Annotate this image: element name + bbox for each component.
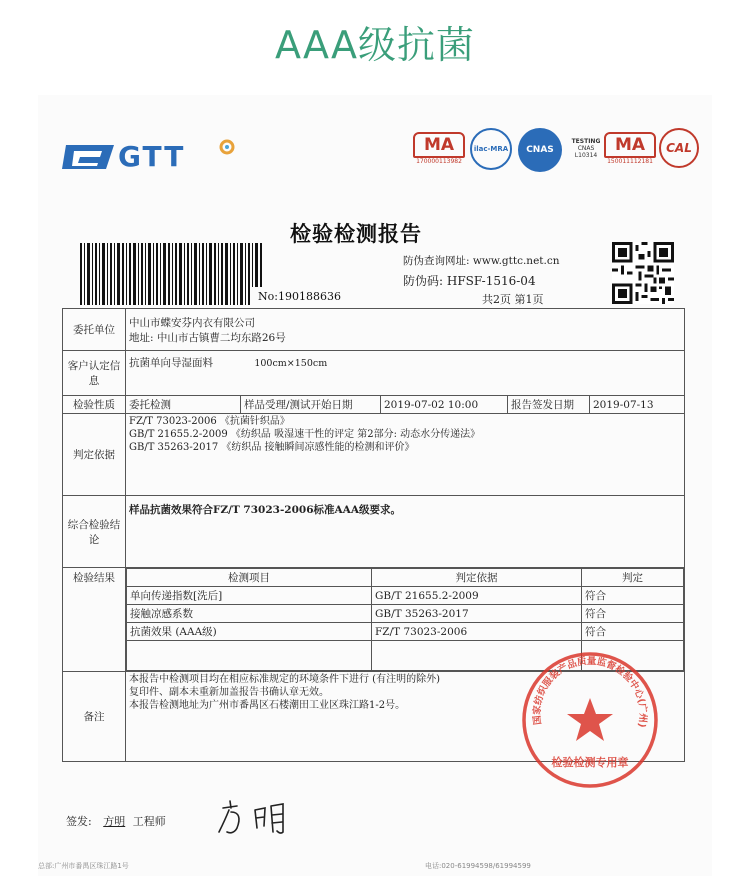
page-banner-title: AAA级抗菌	[274, 23, 476, 67]
footer-phone: 电话:020-61994598/61994599	[425, 862, 531, 870]
basis-label: 判定依据	[63, 414, 126, 496]
conclusion-row	[63, 496, 685, 568]
table-row	[127, 587, 684, 605]
result-item: 接触凉感系数	[127, 605, 372, 623]
conclusion-text: 样品抗菌效果符合FZ/T 73023-2006标准AAA级要求。	[126, 496, 685, 568]
basis-line: GB/T 35263-2017 《纺织品 接触瞬间凉感性能的检测和评价》	[129, 442, 415, 453]
basis-line: FZ/T 73023-2006 《抗菌针织品》	[129, 416, 290, 427]
client-row	[63, 309, 685, 351]
report-number: No:190188636	[258, 290, 341, 303]
star-icon	[567, 698, 613, 741]
results-label: 检验结果	[63, 568, 126, 672]
remark-line: 复印件、副本未重新加盖报告书确认章无效。	[129, 687, 329, 698]
nature-row	[63, 396, 685, 414]
cnas-logo: CNAS	[518, 128, 562, 172]
nature-label: 检验性质	[63, 396, 126, 414]
results-header-row	[127, 569, 684, 587]
sample-name: 抗菌单向导湿面料	[129, 357, 213, 369]
basis-row	[63, 414, 685, 496]
table-row	[127, 623, 684, 641]
result-verdict: 符合	[582, 605, 684, 623]
remark-line: 本报告中检测项目均在相应标准规定的环境条件下进行 (有注明的除外)	[129, 674, 440, 685]
cma-cert-logo-2: MA 150011112181	[604, 132, 656, 165]
remarks-label: 备注	[63, 672, 126, 762]
result-item: 抗菌效果 (AAA级)	[127, 623, 372, 641]
conclusion-label: 综合检验结论	[63, 496, 126, 568]
result-basis: GB/T 35263-2017	[372, 605, 582, 623]
handwritten-signature	[215, 798, 295, 838]
result-verdict: 符合	[582, 587, 684, 605]
client-name: 中山市蝶安芬内衣有限公司	[129, 316, 255, 329]
sample-cell	[126, 351, 685, 396]
signoff	[66, 813, 166, 829]
issue-value: 2019-07-13	[590, 396, 685, 414]
result-basis: FZ/T 73023-2006	[372, 623, 582, 641]
cnas-testing-badge: TESTING CNAS L10314	[571, 138, 601, 159]
results-header: 检测项目	[127, 569, 372, 587]
official-seal	[520, 650, 660, 790]
signoff-name: 方明	[103, 815, 126, 828]
sample-size: 100cm×150cm	[254, 358, 328, 369]
nature-value: 委托检测	[126, 396, 241, 414]
client-label: 委托单位	[63, 309, 126, 351]
report-title: 检验检测报告	[290, 221, 422, 246]
remark-line: 本报告检测地址为广州市番禺区石楼潮田工业区珠江路1-2号。	[129, 700, 406, 711]
client-cell	[126, 309, 685, 351]
ilac-mra-logo: ilac-MRA	[470, 128, 512, 170]
results-header: 判定依据	[372, 569, 582, 587]
seal-top-text: 国家纺织服装产品质量监督检验中心(广州)	[531, 655, 649, 729]
footer-address: 总部:广州市番禺区珠江路1号	[38, 862, 129, 870]
signoff-title: 工程师	[132, 815, 166, 828]
received-value: 2019-07-02 10:00	[381, 396, 508, 414]
result-basis: GB/T 21655.2-2009	[372, 587, 582, 605]
antifake-code: 防伪码: HFSF-1516-04	[403, 274, 536, 288]
basis-cell	[126, 414, 685, 496]
results-header: 判定	[582, 569, 684, 587]
cal-logo: CAL	[659, 128, 699, 168]
cma-cert-logo: MA 170000113982	[413, 132, 465, 165]
signoff-label: 签发:	[66, 815, 92, 828]
result-item: 单向传递指数[洗后]	[127, 587, 372, 605]
qr-code-image	[612, 242, 674, 304]
table-row	[127, 605, 684, 623]
brand-name: GTT	[118, 140, 186, 173]
sample-label: 客户认定信息	[63, 351, 126, 396]
seal-bottom-text: 检验检测专用章	[551, 756, 629, 769]
antifake-website: 防伪查询网址: www.gttc.net.cn	[403, 255, 560, 267]
issue-label: 报告签发日期	[508, 396, 590, 414]
sample-row	[63, 351, 685, 396]
result-verdict: 符合	[582, 623, 684, 641]
basis-line: GB/T 21655.2-2009 《纺织品 吸湿速干性的评定 第2部分: 动态水分传递法》	[129, 429, 481, 440]
received-label: 样品受理/测试开始日期	[241, 396, 381, 414]
client-address: 地址: 中山市古镇曹二均东路26号	[129, 331, 286, 344]
page-count: 共2页 第1页	[482, 293, 544, 306]
